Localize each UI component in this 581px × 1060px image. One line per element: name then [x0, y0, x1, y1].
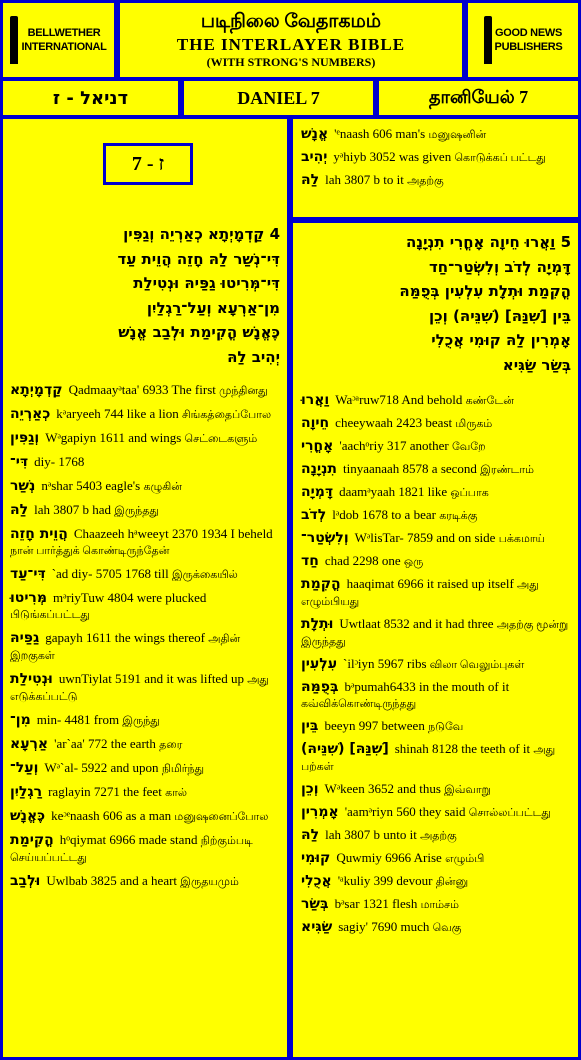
tamil-gloss: மாம்சம்: [420, 899, 460, 911]
transliteration-gloss: diy- 1768: [34, 454, 85, 469]
hebrew-word: וְגַפִּין: [10, 430, 40, 446]
hebrew-word: קוּמִי: [301, 850, 331, 866]
transliteration-gloss: chad 2298 one: [324, 553, 404, 568]
transliteration-gloss: cheeywaah 2423 beast: [335, 415, 456, 430]
transliteration-gloss: Wᵊkeen 3652 and thus: [324, 781, 445, 796]
word-entry: [299, 616, 573, 650]
hebrew-word: עִלְעִין: [301, 656, 338, 672]
hebrew-book-name: דניאל - ז: [3, 81, 178, 115]
transliteration-gloss: haaqimat 6966 it raised up itself: [346, 576, 518, 591]
tamil-gloss: எழும்பி: [445, 853, 485, 865]
tamil-gloss: அது எடுக்கப்பட்டு: [10, 674, 269, 703]
tamil-gloss: மனுஷனைப்போல: [174, 811, 269, 823]
transliteration-gloss: sagiy' 7690 much: [338, 919, 433, 934]
tamil-gloss: கழுகின்: [143, 481, 182, 493]
hebrew-word: לְדֹב: [301, 507, 327, 523]
hebrew-line: יְהִיב לַהּ: [227, 347, 280, 366]
hebrew-word: מְּרִיטוּ: [10, 590, 47, 606]
left-hebrew-verse: [8, 222, 280, 369]
hebrew-word: דִּי־: [10, 454, 29, 470]
transliteration-gloss: `ad diy- 5705 1768 till: [51, 566, 172, 581]
word-entry: [8, 808, 282, 825]
word-entry: [8, 760, 282, 777]
tamil-gloss: கவ்விக்கொண்டிருந்தது: [301, 698, 417, 710]
hebrew-line: אָמְרִין לַהּ קוּמִי אֲכֻלִי: [431, 331, 571, 349]
tamil-gloss: மிருகம்: [455, 418, 493, 430]
hebrew-word: אֱנָשׁ: [301, 126, 329, 142]
tamil-gloss: நிமிர்ந்து: [161, 763, 205, 775]
tamil-gloss: பிடுங்கப்பட்டது: [10, 609, 90, 621]
hebrew-word: וְלִשְׂטַר־: [301, 530, 349, 546]
transliteration-gloss: kᵊaryeeh 744 like a lion: [56, 406, 183, 421]
title-tamil: படிநிலை வேதாகமம்: [200, 10, 382, 32]
transliteration-gloss: mᵊriyTuw 4804 were plucked: [53, 590, 207, 605]
tamil-gloss: வெகு: [432, 922, 462, 934]
transliteration-gloss: 'ar`aa' 772 the earth: [54, 736, 160, 751]
right-logo-line2: PUBLISHERS: [494, 41, 563, 53]
word-entry: [8, 454, 282, 471]
word-entry: [299, 873, 573, 890]
transliteration-gloss: Wᵊ`al- 5922 and upon: [44, 760, 162, 775]
word-entry: [299, 392, 573, 409]
torch-icon: [484, 16, 492, 64]
hebrew-word: [שִׁנַּהּ] (שִׁנֵּיהּ): [301, 741, 389, 757]
left-logo-line2: INTERNATIONAL: [21, 41, 107, 53]
hebrew-line: הֳקִמַת וּתְלָת עִלְעִין בְּפֻמַּהּ: [399, 282, 571, 300]
tamil-gloss: கரடிக்கு: [439, 510, 478, 522]
tamil-gloss: இருந்தது: [114, 505, 159, 517]
transliteration-gloss: Wᵊgapiyn 1611 and wings: [45, 430, 185, 445]
word-entry: [8, 736, 282, 753]
hebrew-word: מִן־: [10, 712, 31, 728]
transliteration-gloss: lah 3807 b unto it: [325, 827, 421, 842]
hebrew-word: גַפַּיהּ: [10, 630, 40, 646]
tamil-gloss: கண்டேன்: [465, 395, 514, 407]
hebrew-line: כֶּאֱנָשׁ הֳקִימַת וּלְבַב אֱנָשׁ: [118, 323, 280, 341]
tamil-gloss: அதற்கு மூன்று இருந்தது: [301, 619, 569, 648]
word-entry: [299, 827, 573, 844]
word-entry: [299, 126, 573, 143]
transliteration-gloss: `ilᵓiyn 5967 ribs: [343, 656, 430, 671]
hebrew-word: וּלְבַב: [10, 873, 41, 889]
hebrew-word: וַאֲרוּ: [301, 392, 330, 408]
hebrew-word: בֵּין: [301, 718, 319, 734]
tamil-gloss: இவ்வாறு: [444, 784, 491, 796]
word-entry: [299, 679, 573, 712]
tamil-gloss: மனுஷனின்: [428, 129, 487, 141]
tamil-gloss: தின்னு: [435, 876, 469, 888]
good-news-logo: [468, 3, 578, 77]
hebrew-word: לַהּ: [301, 827, 320, 843]
hebrew-word: דִּי־עַד: [10, 566, 46, 582]
tamil-gloss: அது எழும்பியது: [301, 579, 539, 608]
left-logo-line1: BELLWETHER: [27, 27, 101, 39]
word-entry: [299, 149, 573, 166]
hebrew-word: הֳקִמַת: [301, 576, 341, 592]
transliteration-gloss: min- 4481 from: [36, 712, 123, 727]
tamil-gloss: நான் பார்த்துக் கொண்டிருந்தேன்: [10, 545, 170, 557]
tamil-gloss: முந்தினது: [219, 385, 268, 397]
hebrew-word: אַרְעָא: [10, 736, 49, 752]
word-entry: [299, 172, 573, 189]
transliteration-gloss: 'aamᵊriyn 560 they said: [344, 804, 469, 819]
tamil-gloss: வேறே: [451, 441, 486, 453]
hebrew-word: חֵיוָה: [301, 415, 330, 431]
bellwether-logo: [3, 3, 114, 77]
hebrew-word: בְּשַׂר: [301, 896, 329, 912]
left-word-list: [8, 382, 282, 897]
word-entry: [299, 741, 573, 775]
transliteration-gloss: Uwlbab 3825 and a heart: [46, 873, 181, 888]
hebrew-word: הֳקִימַת: [10, 832, 54, 848]
pillar-icon: [10, 16, 18, 64]
transliteration-gloss: nᵊshar 5403 eagle's: [41, 478, 144, 493]
tamil-gloss: அது பற்கள்: [301, 744, 556, 773]
hebrew-line: דִּי־מְּרִיטוּ גַפַּיהּ וּנְטִילַת: [133, 274, 280, 292]
transliteration-gloss: raglayin 7271 the feet: [48, 784, 166, 799]
tamil-gloss: இருக்கையில்: [171, 569, 238, 581]
title-subtitle: (WITH STRONG'S NUMBERS): [206, 54, 376, 69]
tamil-gloss: கொடுக்கப் பட்டது: [454, 152, 546, 164]
transliteration-gloss: Waᵓᵃruw718 And behold: [335, 392, 466, 407]
hebrew-word: רַגְלַיִן: [10, 784, 43, 800]
hebrew-line: 5 וַאֲרוּ חֵיוָה אָחֳרִי תִנְיָנָה: [406, 233, 571, 251]
tamil-gloss: இரண்டாம்: [480, 464, 534, 476]
hebrew-word: דָּמְיָה: [301, 484, 334, 500]
word-entry: [299, 781, 573, 798]
transliteration-gloss: lah 3807 b had: [34, 502, 115, 517]
transliteration-gloss: WᵊlisTar- 7859 and on side: [354, 530, 499, 545]
word-entry: [299, 553, 573, 570]
hebrew-line: מִן־אַרְעָא וְעַל־רַגְלַיִן: [146, 298, 280, 317]
tamil-gloss: பக்கமாய்: [498, 533, 545, 545]
transliteration-gloss: bᵊsar 1321 flesh: [334, 896, 421, 911]
word-entry: [299, 415, 573, 432]
hebrew-line: דִּי־נְשַׁר לַהּ חָזֵה הֲוֵית עַד: [117, 249, 280, 268]
hebrew-line: 4 קַדְמָיְתָא כְאַרְיֵה וְגַפִּין: [123, 225, 280, 243]
hebrew-word: חַד: [301, 553, 319, 569]
tamil-gloss: ஒரு: [403, 556, 424, 568]
word-entry: [8, 430, 282, 447]
hebrew-word: כְאַרְיֵה: [10, 406, 51, 422]
hebrew-word: אָמְרִין: [301, 804, 339, 820]
transliteration-gloss: bᵊpumah6433 in the mouth of it: [344, 679, 510, 694]
transliteration-gloss: hᵒqiymat 6966 made stand: [59, 832, 201, 847]
hebrew-line: בְּשַׂר שַׂגִּיא: [502, 355, 571, 374]
word-entry: [299, 919, 573, 936]
hebrew-word: נְשַׁר: [10, 478, 36, 494]
hebrew-word: לַהּ: [10, 502, 29, 518]
title-block: [120, 3, 462, 77]
title-english: THE INTERLAYER BIBLE: [176, 34, 406, 54]
transliteration-gloss: Quwmiy 6966 Arise: [336, 850, 446, 865]
word-entry: [299, 804, 573, 821]
word-entry: [8, 406, 282, 423]
transliteration-gloss: 'ᵃkuliy 399 devour: [337, 873, 436, 888]
transliteration-gloss: shinah 8128 the teeth of it: [394, 741, 534, 756]
transliteration-gloss: lah 3807 b to it: [325, 172, 408, 187]
word-entry: [8, 382, 282, 399]
hebrew-word: לַהּ: [301, 172, 320, 188]
tamil-gloss: ஒப்பாக: [450, 487, 489, 499]
right-word-list: [299, 392, 573, 942]
word-entry: [8, 671, 282, 705]
word-entry: [8, 873, 282, 890]
transliteration-gloss: yᵊhiyb 3052 was given: [333, 149, 455, 164]
hebrew-word: וְכֵן: [301, 781, 319, 797]
tamil-book-name: தானியேல் 7: [379, 81, 578, 115]
right-top-word-list: [299, 126, 573, 195]
word-entry: [8, 712, 282, 729]
word-entry: [299, 656, 573, 673]
word-entry: [8, 566, 282, 583]
hebrew-line: דָּמְיָה לְדֹב וְלִשְׂטַר־חַד: [428, 257, 571, 276]
hebrew-word: שַׂגִּיא: [301, 919, 333, 935]
word-entry: [299, 461, 573, 478]
transliteration-gloss: Uwtlaat 8532 and it had three: [339, 616, 497, 631]
right-logo-line1: GOOD NEWS: [495, 27, 562, 39]
chapter-box: ז - 7: [103, 143, 193, 185]
word-entry: [299, 530, 573, 547]
word-entry: [299, 850, 573, 867]
word-entry: [8, 630, 282, 664]
tamil-gloss: இருந்து: [122, 715, 160, 727]
word-entry: [8, 590, 282, 623]
transliteration-gloss: tinyaanaah 8578 a second: [343, 461, 481, 476]
tamil-gloss: அதற்கு: [420, 830, 457, 842]
word-entry: [299, 507, 573, 524]
hebrew-word: תִנְיָנָה: [301, 461, 337, 477]
tamil-gloss: அதின் இறகுகள்: [10, 633, 241, 662]
hebrew-word: וּנְטִילַת: [10, 671, 53, 687]
word-entry: [299, 438, 573, 455]
transliteration-gloss: daamᵊyaah 1821 like: [339, 484, 451, 499]
hebrew-word: אָחֳרִי: [301, 438, 334, 454]
hebrew-word: בְּפֻמַּהּ: [301, 679, 339, 695]
tamil-gloss: செட்டைகளும்: [184, 433, 258, 445]
transliteration-gloss: Chaazeeh hᵃweeyt 2370 1934 I beheld: [73, 526, 273, 541]
word-entry: [8, 526, 282, 559]
right-hebrew-verse: [299, 230, 571, 377]
word-entry: [8, 502, 282, 519]
transliteration-gloss: lᵊdob 1678 to a bear: [332, 507, 440, 522]
transliteration-gloss: keᵓᵉnaash 606 as a man: [51, 808, 175, 823]
transliteration-gloss: 'ᵉnaash 606 man's: [334, 126, 429, 141]
tamil-gloss: விலா வெலும்புகள்: [429, 659, 525, 671]
hebrew-word: וּתְלָת: [301, 616, 334, 632]
tamil-gloss: தரை: [159, 739, 183, 751]
hebrew-word: וְעַל־: [10, 760, 39, 776]
tamil-gloss: நிற்கும்படி செய்யப்பட்டது: [10, 835, 253, 864]
tamil-gloss: நடுவே: [428, 721, 464, 733]
transliteration-gloss: 'aachᵒriy 317 another: [339, 438, 452, 453]
word-entry: [299, 484, 573, 501]
hebrew-word: יְהִיב: [301, 149, 328, 165]
tamil-gloss: சொல்லப்பட்டது: [468, 807, 551, 819]
word-entry: [8, 784, 282, 801]
transliteration-gloss: gapayh 1611 the wings thereof: [45, 630, 209, 645]
tamil-gloss: சிங்கத்தைப்போல: [182, 409, 272, 421]
tamil-gloss: இருதயமும்: [180, 876, 239, 888]
tamil-gloss: அதற்கு: [407, 175, 444, 187]
word-entry: [299, 896, 573, 913]
english-book-name: DANIEL 7: [184, 81, 373, 115]
word-entry: [299, 576, 573, 610]
hebrew-word: אֲכֻלִי: [301, 873, 332, 889]
tamil-gloss: கால்: [165, 787, 187, 799]
hebrew-word: הֲוֵית חָזֵה: [10, 526, 68, 542]
transliteration-gloss: Qadmaayᵊtaa' 6933 The first: [68, 382, 220, 397]
word-entry: [8, 478, 282, 495]
word-entry: [8, 832, 282, 866]
transliteration-gloss: beeyn 997 between: [324, 718, 429, 733]
transliteration-gloss: uwnTiylat 5191 and it was lifted up: [58, 671, 248, 686]
hebrew-word: כֶּאֱנָשׁ: [10, 808, 46, 824]
hebrew-line: בֵּין [שִׁנַּהּ] (שִׁנֵּיהּ) וְכֵן: [429, 306, 571, 325]
hebrew-word: קַדְמָיְתָא: [10, 382, 63, 398]
word-entry: [299, 718, 573, 735]
